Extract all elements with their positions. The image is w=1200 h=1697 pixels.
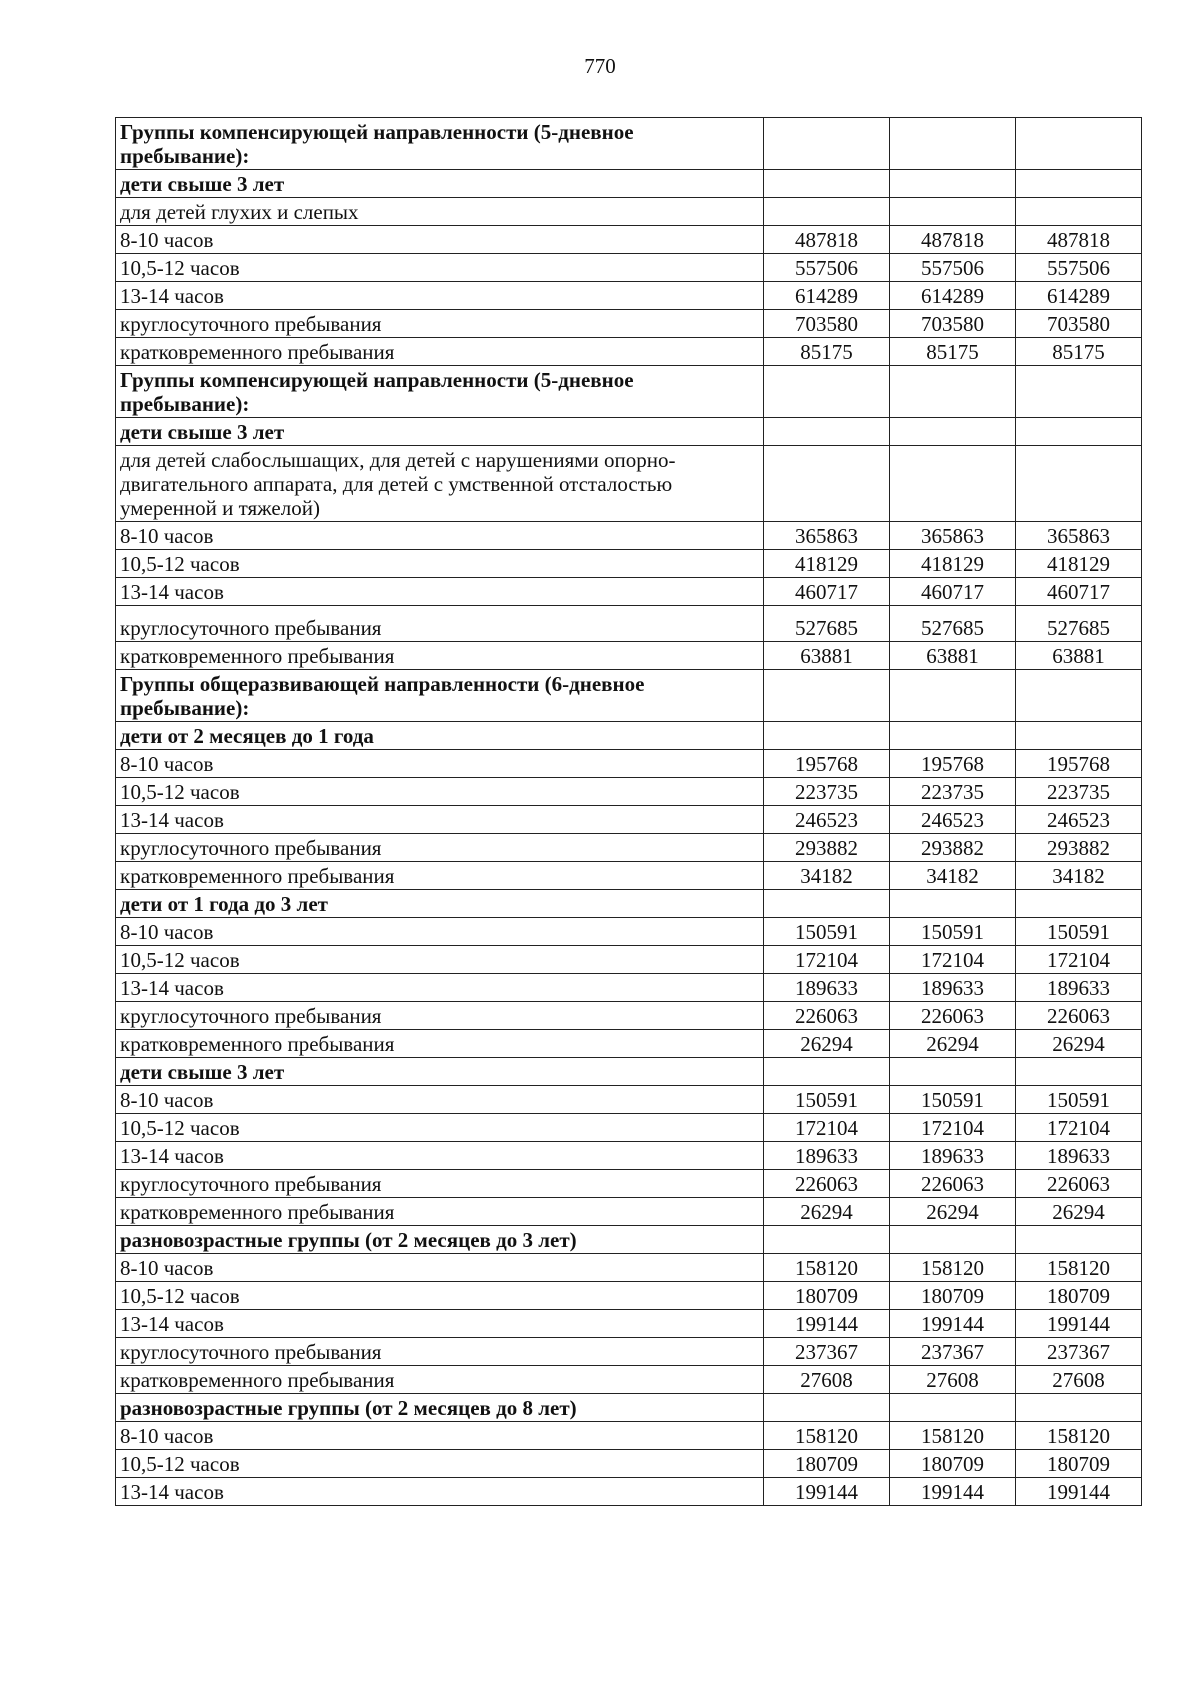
- table-row: [116, 1226, 1142, 1254]
- row-label: 8-10 часов: [116, 522, 764, 550]
- row-value-2: 226063: [890, 1002, 1016, 1030]
- row-value-1: 34182: [764, 862, 890, 890]
- row-label: 13-14 часов: [116, 578, 764, 606]
- table-row: [116, 310, 1142, 338]
- table-row: [116, 550, 1142, 578]
- table-row: [116, 606, 1142, 642]
- table-row: [116, 1366, 1142, 1394]
- row-value-2: 614289: [890, 282, 1016, 310]
- row-label: кратковременного пребывания: [116, 1198, 764, 1226]
- table-row: [116, 1394, 1142, 1422]
- row-value-3: 63881: [1016, 642, 1142, 670]
- row-value-1: [764, 1058, 890, 1086]
- table-row: [116, 946, 1142, 974]
- row-label: 13-14 часов: [116, 282, 764, 310]
- row-value-2: 180709: [890, 1450, 1016, 1478]
- row-label: Группы компенсирующей направленности (5-дневное пребывание):: [116, 366, 764, 418]
- table-row: [116, 1142, 1142, 1170]
- table-row: [116, 806, 1142, 834]
- row-value-2: 293882: [890, 834, 1016, 862]
- row-value-2: [890, 670, 1016, 722]
- row-value-2: 34182: [890, 862, 1016, 890]
- row-value-1: 172104: [764, 946, 890, 974]
- table-row: [116, 522, 1142, 550]
- row-value-3: 226063: [1016, 1170, 1142, 1198]
- row-value-3: [1016, 118, 1142, 170]
- row-value-3: 237367: [1016, 1338, 1142, 1366]
- row-value-1: 226063: [764, 1002, 890, 1030]
- row-value-3: 180709: [1016, 1282, 1142, 1310]
- row-value-1: 180709: [764, 1282, 890, 1310]
- row-label: кратковременного пребывания: [116, 642, 764, 670]
- row-value-3: [1016, 890, 1142, 918]
- row-value-2: 150591: [890, 918, 1016, 946]
- row-value-2: 246523: [890, 806, 1016, 834]
- row-label: 10,5-12 часов: [116, 1450, 764, 1478]
- row-label: 10,5-12 часов: [116, 1282, 764, 1310]
- row-value-1: 226063: [764, 1170, 890, 1198]
- row-label: 10,5-12 часов: [116, 1114, 764, 1142]
- row-value-1: 487818: [764, 226, 890, 254]
- row-value-1: 527685: [764, 606, 890, 642]
- row-label: круглосуточного пребывания: [116, 1002, 764, 1030]
- row-value-2: 158120: [890, 1254, 1016, 1282]
- row-value-3: 223735: [1016, 778, 1142, 806]
- table-row: [116, 1282, 1142, 1310]
- table-row: [116, 338, 1142, 366]
- row-value-3: 172104: [1016, 1114, 1142, 1142]
- row-value-2: 158120: [890, 1422, 1016, 1450]
- table-row: [116, 118, 1142, 170]
- row-value-1: [764, 418, 890, 446]
- row-value-2: 150591: [890, 1086, 1016, 1114]
- row-label: кратковременного пребывания: [116, 1030, 764, 1058]
- row-label: 8-10 часов: [116, 918, 764, 946]
- row-label: 10,5-12 часов: [116, 778, 764, 806]
- row-value-1: 26294: [764, 1030, 890, 1058]
- table-row: [116, 1030, 1142, 1058]
- row-value-2: [890, 366, 1016, 418]
- row-value-2: 703580: [890, 310, 1016, 338]
- row-label: 13-14 часов: [116, 1310, 764, 1338]
- table-row: [116, 1478, 1142, 1506]
- row-label: Группы общеразвивающей направленности (6-дневное пребывание):: [116, 670, 764, 722]
- row-label: кратковременного пребывания: [116, 862, 764, 890]
- row-value-3: [1016, 366, 1142, 418]
- row-value-3: 527685: [1016, 606, 1142, 642]
- row-label: разновозрастные группы (от 2 месяцев до 3 лет): [116, 1226, 764, 1254]
- row-value-1: 246523: [764, 806, 890, 834]
- row-value-2: [890, 890, 1016, 918]
- row-label: для детей слабослышащих, для детей с нарушениями опорно-двигательного аппарата, для детей с умственной отсталостью умеренной и тяжелой): [116, 446, 764, 522]
- row-value-1: 195768: [764, 750, 890, 778]
- row-value-1: 158120: [764, 1254, 890, 1282]
- row-value-2: [890, 1394, 1016, 1422]
- row-value-3: 703580: [1016, 310, 1142, 338]
- table-row: [116, 974, 1142, 1002]
- row-value-3: 26294: [1016, 1030, 1142, 1058]
- row-value-3: 195768: [1016, 750, 1142, 778]
- table-row: [116, 750, 1142, 778]
- row-value-1: 180709: [764, 1450, 890, 1478]
- row-value-3: 150591: [1016, 918, 1142, 946]
- row-value-1: [764, 366, 890, 418]
- row-value-1: 614289: [764, 282, 890, 310]
- row-label: круглосуточного пребывания: [116, 606, 764, 642]
- row-value-2: 487818: [890, 226, 1016, 254]
- table-row: [116, 418, 1142, 446]
- table-row: [116, 1058, 1142, 1086]
- row-value-2: [890, 118, 1016, 170]
- row-label: 8-10 часов: [116, 750, 764, 778]
- row-label: 13-14 часов: [116, 1142, 764, 1170]
- row-value-2: 226063: [890, 1170, 1016, 1198]
- row-value-3: 557506: [1016, 254, 1142, 282]
- row-value-1: [764, 670, 890, 722]
- table-row: [116, 834, 1142, 862]
- table-row: [116, 1254, 1142, 1282]
- row-value-3: [1016, 1058, 1142, 1086]
- row-label: 8-10 часов: [116, 226, 764, 254]
- row-value-3: [1016, 198, 1142, 226]
- table-row: [116, 282, 1142, 310]
- row-value-2: [890, 1226, 1016, 1254]
- row-value-1: [764, 170, 890, 198]
- row-value-1: 237367: [764, 1338, 890, 1366]
- row-value-2: [890, 170, 1016, 198]
- row-value-3: 246523: [1016, 806, 1142, 834]
- row-value-3: [1016, 670, 1142, 722]
- row-label: 10,5-12 часов: [116, 946, 764, 974]
- row-value-3: [1016, 1394, 1142, 1422]
- row-value-2: 85175: [890, 338, 1016, 366]
- row-value-1: 172104: [764, 1114, 890, 1142]
- row-value-2: 365863: [890, 522, 1016, 550]
- table-row: [116, 918, 1142, 946]
- row-value-3: 199144: [1016, 1478, 1142, 1506]
- table-row: [116, 1422, 1142, 1450]
- row-value-2: [890, 418, 1016, 446]
- table-row: [116, 1450, 1142, 1478]
- row-label: кратковременного пребывания: [116, 338, 764, 366]
- table-row: [116, 1338, 1142, 1366]
- row-label: 10,5-12 часов: [116, 254, 764, 282]
- row-label: круглосуточного пребывания: [116, 1338, 764, 1366]
- table-row: [116, 778, 1142, 806]
- row-value-2: 199144: [890, 1310, 1016, 1338]
- row-value-2: 223735: [890, 778, 1016, 806]
- row-value-1: 557506: [764, 254, 890, 282]
- row-value-2: 26294: [890, 1030, 1016, 1058]
- row-value-1: 85175: [764, 338, 890, 366]
- row-label: 13-14 часов: [116, 1478, 764, 1506]
- table-row: [116, 1114, 1142, 1142]
- row-value-3: 189633: [1016, 974, 1142, 1002]
- row-label: разновозрастные группы (от 2 месяцев до 8 лет): [116, 1394, 764, 1422]
- row-value-2: 26294: [890, 1198, 1016, 1226]
- row-label: дети свыше 3 лет: [116, 418, 764, 446]
- row-label: дети свыше 3 лет: [116, 170, 764, 198]
- row-label: дети от 1 года до 3 лет: [116, 890, 764, 918]
- row-value-3: 172104: [1016, 946, 1142, 974]
- row-label: 8-10 часов: [116, 1254, 764, 1282]
- table-row: [116, 670, 1142, 722]
- table-row: [116, 1310, 1142, 1338]
- row-value-1: [764, 446, 890, 522]
- row-value-2: 527685: [890, 606, 1016, 642]
- table-row: [116, 226, 1142, 254]
- row-value-1: 158120: [764, 1422, 890, 1450]
- table-row: [116, 1002, 1142, 1030]
- row-value-1: 223735: [764, 778, 890, 806]
- row-value-3: 189633: [1016, 1142, 1142, 1170]
- row-label: круглосуточного пребывания: [116, 1170, 764, 1198]
- row-value-1: [764, 722, 890, 750]
- table-row: [116, 890, 1142, 918]
- table-row: [116, 170, 1142, 198]
- row-value-2: 189633: [890, 1142, 1016, 1170]
- row-value-2: 418129: [890, 550, 1016, 578]
- row-value-1: [764, 1394, 890, 1422]
- table-row: [116, 642, 1142, 670]
- table-row: [116, 254, 1142, 282]
- table-row: [116, 366, 1142, 418]
- row-value-3: 293882: [1016, 834, 1142, 862]
- row-value-1: [764, 1226, 890, 1254]
- row-value-2: [890, 446, 1016, 522]
- row-value-1: 293882: [764, 834, 890, 862]
- row-label: круглосуточного пребывания: [116, 310, 764, 338]
- row-label: 13-14 часов: [116, 806, 764, 834]
- row-value-3: 158120: [1016, 1422, 1142, 1450]
- row-value-1: 189633: [764, 974, 890, 1002]
- row-value-3: 460717: [1016, 578, 1142, 606]
- table-row: [116, 198, 1142, 226]
- row-value-1: [764, 890, 890, 918]
- tariff-table-body: [116, 118, 1142, 1506]
- row-value-2: 199144: [890, 1478, 1016, 1506]
- row-value-1: [764, 118, 890, 170]
- row-value-3: 365863: [1016, 522, 1142, 550]
- row-value-2: [890, 198, 1016, 226]
- row-value-1: 150591: [764, 1086, 890, 1114]
- row-value-3: [1016, 1226, 1142, 1254]
- row-value-3: 34182: [1016, 862, 1142, 890]
- row-label: Группы компенсирующей направленности (5-дневное пребывание):: [116, 118, 764, 170]
- table-row: [116, 1086, 1142, 1114]
- row-label: 10,5-12 часов: [116, 550, 764, 578]
- row-value-2: 237367: [890, 1338, 1016, 1366]
- row-value-3: 614289: [1016, 282, 1142, 310]
- table-row: [116, 578, 1142, 606]
- row-value-3: 27608: [1016, 1366, 1142, 1394]
- row-value-2: 557506: [890, 254, 1016, 282]
- page-number: 770: [584, 54, 616, 78]
- row-value-3: 487818: [1016, 226, 1142, 254]
- row-value-2: 27608: [890, 1366, 1016, 1394]
- row-value-1: [764, 198, 890, 226]
- row-value-2: 172104: [890, 946, 1016, 974]
- row-label: 13-14 часов: [116, 974, 764, 1002]
- row-value-1: 199144: [764, 1310, 890, 1338]
- row-label: 8-10 часов: [116, 1422, 764, 1450]
- row-value-1: 460717: [764, 578, 890, 606]
- table-row: [116, 446, 1142, 522]
- row-label: для детей глухих и слепых: [116, 198, 764, 226]
- row-label: 8-10 часов: [116, 1086, 764, 1114]
- row-value-3: 199144: [1016, 1310, 1142, 1338]
- row-value-3: 85175: [1016, 338, 1142, 366]
- row-value-3: 26294: [1016, 1198, 1142, 1226]
- row-value-2: 172104: [890, 1114, 1016, 1142]
- row-value-2: 189633: [890, 974, 1016, 1002]
- table-row: [116, 862, 1142, 890]
- row-value-3: [1016, 170, 1142, 198]
- row-label: дети свыше 3 лет: [116, 1058, 764, 1086]
- row-value-3: [1016, 722, 1142, 750]
- row-value-2: 460717: [890, 578, 1016, 606]
- row-value-2: [890, 1058, 1016, 1086]
- row-value-3: 150591: [1016, 1086, 1142, 1114]
- row-value-1: 150591: [764, 918, 890, 946]
- row-value-2: 63881: [890, 642, 1016, 670]
- row-value-3: 180709: [1016, 1450, 1142, 1478]
- row-value-3: 158120: [1016, 1254, 1142, 1282]
- row-value-3: 226063: [1016, 1002, 1142, 1030]
- row-value-3: 418129: [1016, 550, 1142, 578]
- row-label: кратковременного пребывания: [116, 1366, 764, 1394]
- row-value-1: 199144: [764, 1478, 890, 1506]
- row-value-1: 27608: [764, 1366, 890, 1394]
- row-value-2: 195768: [890, 750, 1016, 778]
- row-value-1: 26294: [764, 1198, 890, 1226]
- row-value-1: 63881: [764, 642, 890, 670]
- row-value-1: 418129: [764, 550, 890, 578]
- row-value-1: 365863: [764, 522, 890, 550]
- row-label: дети от 2 месяцев до 1 года: [116, 722, 764, 750]
- row-value-1: 703580: [764, 310, 890, 338]
- row-value-2: 180709: [890, 1282, 1016, 1310]
- row-value-2: [890, 722, 1016, 750]
- row-value-3: [1016, 446, 1142, 522]
- table-row: [116, 722, 1142, 750]
- table-row: [116, 1198, 1142, 1226]
- row-value-3: [1016, 418, 1142, 446]
- table-row: [116, 1170, 1142, 1198]
- row-label: круглосуточного пребывания: [116, 834, 764, 862]
- tariff-table: [115, 117, 1142, 1506]
- row-value-1: 189633: [764, 1142, 890, 1170]
